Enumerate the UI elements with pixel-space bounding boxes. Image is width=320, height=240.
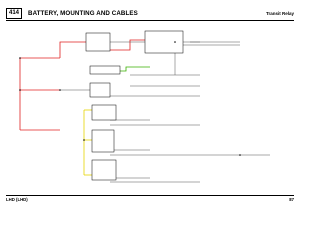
central-module-box: [92, 105, 116, 120]
black-wires: [60, 31, 270, 182]
yellow-signal-wires: [84, 110, 92, 175]
section-number: 414: [6, 8, 22, 19]
page-title: BATTERY, MOUNTING AND CABLES: [28, 10, 138, 17]
footer-left-label: LHD (LHD): [6, 197, 28, 202]
component-boxes: [86, 31, 183, 180]
red-power-wires: [20, 40, 150, 130]
diagram-subject: Transit Relay: [265, 11, 294, 16]
lower-module-box: [92, 130, 114, 152]
footer-rule: [6, 195, 294, 196]
battery-box: [86, 33, 110, 51]
transit-relay-box: [145, 31, 183, 53]
ground-block-1: [90, 83, 110, 97]
page-number: 87: [289, 197, 294, 202]
ground-block-2: [92, 160, 116, 180]
aux-relay-box: [90, 66, 120, 74]
